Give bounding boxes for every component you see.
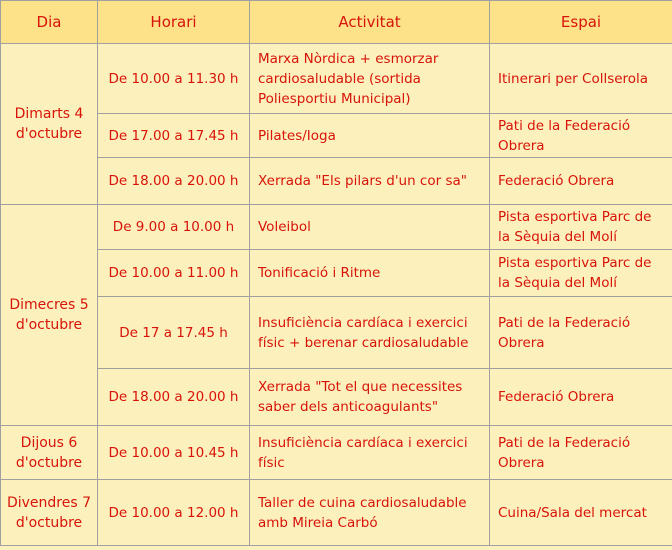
activity-cell: Pilates/Ioga — [250, 114, 490, 158]
activity-cell: Tonificació i Ritme — [250, 250, 490, 297]
header-place: Espai — [490, 1, 672, 44]
activity-cell: Voleibol — [250, 205, 490, 250]
activity-cell: Xerrada "Tot el que necessites saber dels anticoagulants" — [250, 369, 490, 426]
table-row — [1, 44, 672, 114]
header-day: Dia — [1, 1, 98, 44]
day-cell: Dijous 6 d'octubre — [1, 426, 98, 480]
activity-cell: Insuficiència cardíaca i exercici físic — [250, 426, 490, 480]
place-cell: Cuina/Sala del mercat — [490, 480, 672, 546]
activity-cell: Taller de cuina cardiosaludable amb Mireia Carbó — [250, 480, 490, 546]
table-row — [1, 369, 672, 426]
time-cell: De 18.00 a 20.00 h — [98, 369, 250, 426]
place-cell: Pati de la Federació Obrera — [490, 297, 672, 369]
place-cell: Pista esportiva Parc de la Sèquia del Molí — [490, 205, 672, 250]
place-cell: Pati de la Federació Obrera — [490, 426, 672, 480]
place-cell: Federació Obrera — [490, 158, 672, 205]
day-cell: Divendres 7 d'octubre — [1, 480, 98, 546]
table-row — [1, 114, 672, 158]
table-row — [1, 250, 672, 297]
time-cell: De 17.00 a 17.45 h — [98, 114, 250, 158]
time-cell: De 10.00 a 11.30 h — [98, 44, 250, 114]
day-cell: Dimecres 5 d'octubre — [1, 205, 98, 426]
time-cell: De 17 a 17.45 h — [98, 297, 250, 369]
place-cell: Pista esportiva Parc de la Sèquia del Molí — [490, 250, 672, 297]
header-row — [1, 1, 672, 44]
table-row — [1, 480, 672, 546]
table-row — [1, 205, 672, 250]
time-cell: De 9.00 a 10.00 h — [98, 205, 250, 250]
day-cell: Dimarts 4 d'octubre — [1, 44, 98, 205]
activity-cell: Insuficiència cardíaca i exercici físic + berenar cardiosaludable — [250, 297, 490, 369]
place-cell: Pati de la Federació Obrera — [490, 114, 672, 158]
time-cell: De 18.00 a 20.00 h — [98, 158, 250, 205]
activity-cell: Xerrada "Els pilars d'un cor sa" — [250, 158, 490, 205]
table-row — [1, 158, 672, 205]
header-time: Horari — [98, 1, 250, 44]
table-row — [1, 426, 672, 480]
time-cell: De 10.00 a 12.00 h — [98, 480, 250, 546]
activity-cell: Marxa Nòrdica + esmorzar cardiosaludable (sortida Poliesportiu Municipal) — [250, 44, 490, 114]
header-activity: Activitat — [250, 1, 490, 44]
time-cell: De 10.00 a 11.00 h — [98, 250, 250, 297]
place-cell: Federació Obrera — [490, 369, 672, 426]
time-cell: De 10.00 a 10.45 h — [98, 426, 250, 480]
table-row — [1, 297, 672, 369]
place-cell: Itinerari per Collserola — [490, 44, 672, 114]
